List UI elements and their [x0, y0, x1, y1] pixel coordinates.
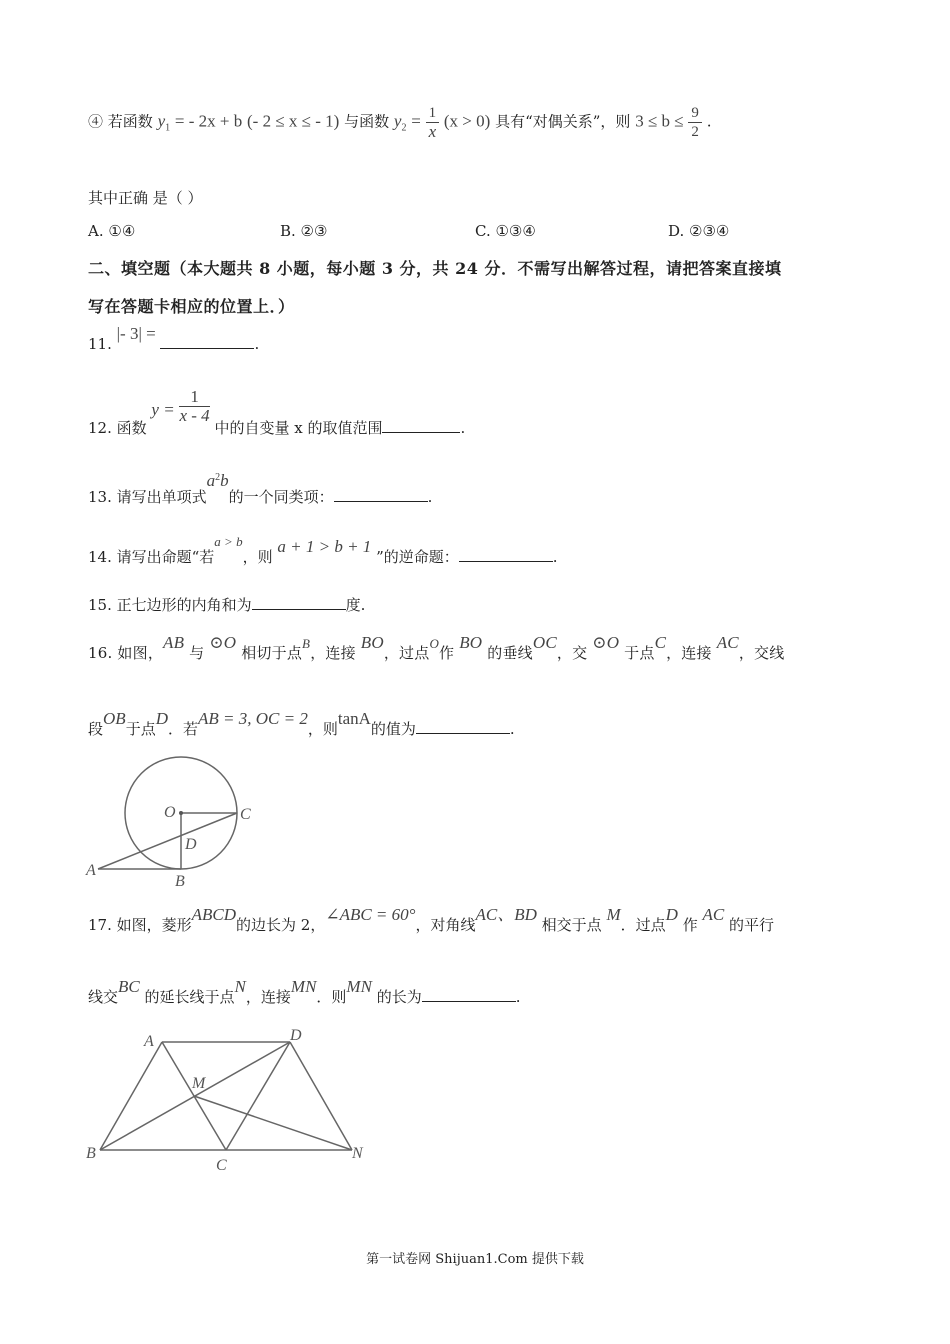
y2-sub: 2	[401, 122, 407, 134]
segment-ab	[100, 1042, 162, 1150]
cond-den: 2	[691, 124, 699, 140]
q14-num: 14. 请写出命题“若	[88, 548, 215, 566]
q17-BC: BC	[118, 977, 140, 996]
label-a: A	[144, 1033, 154, 1050]
q13-sup: 2	[215, 472, 221, 483]
q13-num: 13. 请写出单项式	[88, 488, 207, 506]
q17-line1	[88, 905, 775, 935]
q16-B: B	[302, 636, 311, 651]
q16-OC: OC	[532, 633, 557, 652]
q16-C: C	[654, 633, 667, 652]
q14-text: ”的逆命题：	[376, 548, 459, 566]
q12-answer-blank[interactable]	[382, 418, 460, 433]
y2-symbol: y	[393, 111, 402, 131]
q11	[88, 324, 260, 354]
cond-left: 3 ≤ b ≤	[635, 111, 684, 131]
q15-answer-blank[interactable]	[252, 595, 346, 610]
q16-line1	[88, 633, 785, 663]
q15-end: 度.	[345, 596, 366, 614]
label-m: M	[192, 1075, 206, 1092]
label-o: O	[164, 804, 176, 821]
q14-end: .	[552, 548, 558, 566]
q17-l2-end: .	[515, 988, 521, 1006]
q14-mid: ，则	[242, 548, 273, 566]
y2-domain: (x > 0)	[443, 111, 491, 131]
q17-l2-t2: 的延长线于点	[144, 988, 235, 1006]
q16-given: AB = 3, OC = 2	[198, 709, 308, 728]
option-b: B. ②③	[280, 222, 328, 240]
q16-l2-t6: ，则	[307, 720, 338, 738]
y1-domain: (- 2 ≤ x ≤ - 1)	[247, 111, 340, 131]
q17-D: D	[665, 905, 678, 924]
q10-item4-end: .	[706, 112, 712, 131]
q16-line2	[88, 709, 515, 739]
q12-lhs: y =	[151, 399, 175, 419]
q17-t10: 作	[682, 916, 698, 934]
q16-OB: OB	[103, 709, 126, 728]
q17-line2	[88, 977, 521, 1007]
q16-t18: ，连接	[666, 644, 712, 662]
q17-t8: ．过点	[620, 916, 666, 934]
q10-item4-prefix: ④ 若函数	[88, 112, 153, 131]
segment-ac	[98, 813, 237, 869]
q12-numr: 1	[179, 388, 209, 407]
segment-mn	[194, 1096, 352, 1150]
label-c: C	[216, 1157, 227, 1174]
q16-t12: 的垂线	[487, 644, 533, 662]
y1-expr: = - 2x + b	[174, 111, 243, 131]
q17-M: M	[606, 905, 621, 924]
q16-BO2: BO	[459, 633, 483, 652]
q11-end: .	[254, 335, 260, 353]
q17-l2-t0: 线交	[88, 988, 119, 1006]
q16-t10: 作	[439, 644, 455, 662]
q16-t4: 相切于点	[241, 644, 303, 662]
label-c: C	[240, 806, 251, 823]
label-a: A	[86, 862, 96, 879]
q16-t20: ，交线	[738, 644, 785, 662]
q16-BO: BO	[360, 633, 384, 652]
q17-l2-t8: 的长为	[376, 988, 422, 1006]
q16-AC: AC	[716, 633, 739, 652]
label-b: B	[175, 873, 185, 890]
q14	[88, 534, 558, 567]
q17-t2: 的边长为 2，	[236, 916, 326, 934]
segment-dn	[290, 1042, 352, 1150]
q16-t2: 与	[189, 644, 205, 662]
q17-l2-t4: ，连接	[245, 988, 291, 1006]
q16-t8: ，过点	[383, 644, 430, 662]
y2-eq: =	[411, 111, 421, 131]
q10-item4-mid: 与函数	[344, 112, 390, 131]
q17-N: N	[234, 977, 246, 996]
page-footer: 第一试卷网 Shijuan1.Com 提供下载	[366, 1252, 584, 1267]
q16-l2-t4: ．若	[167, 720, 198, 738]
q16-t16: 于点	[624, 644, 655, 662]
q10-item4-relation: 具有“对偶关系”，则	[495, 112, 631, 131]
q17-figure	[80, 1022, 380, 1177]
q10-item4	[88, 104, 711, 141]
label-d: D	[290, 1027, 302, 1044]
q17-MN: MN	[290, 977, 317, 996]
q17-t4: ，对角线	[415, 916, 476, 934]
q17-t12: 的平行	[729, 916, 775, 934]
q16-AB: AB	[163, 633, 185, 652]
q11-expr: |- 3| =	[116, 324, 156, 343]
option-d: D. ②③④	[668, 222, 730, 240]
q15	[88, 594, 365, 615]
section2-line2: 写在答题卡相应的位置上．）	[88, 297, 295, 316]
q13-end: .	[427, 488, 433, 506]
q16-figure	[80, 755, 260, 890]
q13-answer-blank[interactable]	[334, 487, 428, 502]
q13-b: b	[220, 471, 229, 490]
q17-MN2: MN	[346, 977, 372, 996]
q16-l2-t0: 段	[88, 720, 104, 738]
y2-num: 1	[426, 104, 440, 123]
q16-l2-end: .	[509, 720, 515, 738]
point-o	[179, 811, 183, 815]
q12-text: 中的自变量 x 的取值范围	[214, 418, 383, 437]
cond-num: 9	[688, 104, 702, 123]
q16-l2-t8: 的值为	[370, 720, 416, 738]
q13-a: a	[206, 471, 216, 490]
q16-D: D	[155, 709, 168, 728]
q16-O: O	[429, 636, 440, 651]
label-b: B	[86, 1145, 96, 1162]
q12-num: 12. 函数	[88, 418, 147, 437]
q17-answer-blank[interactable]	[422, 987, 516, 1002]
q16-l2-t2: 于点	[125, 720, 156, 738]
y1-symbol: y	[157, 111, 166, 131]
q17-ACBD: AC、BD	[475, 905, 537, 924]
q17-ABCD: ABCD	[191, 905, 237, 924]
option-a: A. ①④	[88, 222, 136, 240]
q16-t14: ，交	[556, 644, 588, 662]
q17-l2-t6: ．则	[316, 988, 347, 1006]
q12-end: .	[460, 418, 466, 437]
q13	[88, 471, 433, 507]
y2-den: x	[428, 122, 437, 141]
y2-fraction	[426, 104, 440, 141]
q14-answer-blank[interactable]	[459, 547, 553, 562]
q14-cond: a > b	[214, 534, 243, 549]
q16-answer-blank[interactable]	[416, 719, 510, 734]
cond-fraction	[688, 104, 702, 141]
q14-concl: a + 1 > b + 1	[277, 537, 372, 556]
q16-circleO: ⊙O	[209, 633, 237, 652]
q16-t6: ，连接	[310, 644, 356, 662]
y1-sub: 1	[165, 122, 171, 134]
q17-t6: 相交于点	[541, 916, 602, 934]
label-n: N	[352, 1145, 363, 1162]
q10-prompt: 其中正确 是（ ）	[88, 189, 203, 207]
q16-t0: 16. 如图，	[88, 644, 164, 662]
q12-den: x - 4	[179, 406, 210, 425]
q11-num: 11.	[88, 335, 112, 353]
section2-line1: 二、填空题（本大题共 8 小题，每小题 3 分，共 24 分．不需写出解答过程，请把答案直接填	[88, 259, 782, 278]
q16-circleO2: ⊙O	[592, 633, 620, 652]
q17-angle: ∠ABC = 60°	[325, 905, 416, 924]
q15-text: 15. 正七边形的内角和为	[88, 596, 252, 614]
segment-dc	[226, 1042, 290, 1150]
label-d: D	[185, 836, 197, 853]
q17-t0: 17. 如图，菱形	[88, 916, 192, 934]
q13-text: 的一个同类项：	[228, 488, 334, 506]
q16-tanA: tanA	[337, 709, 371, 728]
q12	[88, 387, 466, 437]
q11-answer-blank[interactable]	[160, 334, 254, 349]
q12-fraction	[179, 388, 209, 425]
option-c: C. ①③④	[475, 222, 536, 240]
q17-AC: AC	[702, 905, 725, 924]
